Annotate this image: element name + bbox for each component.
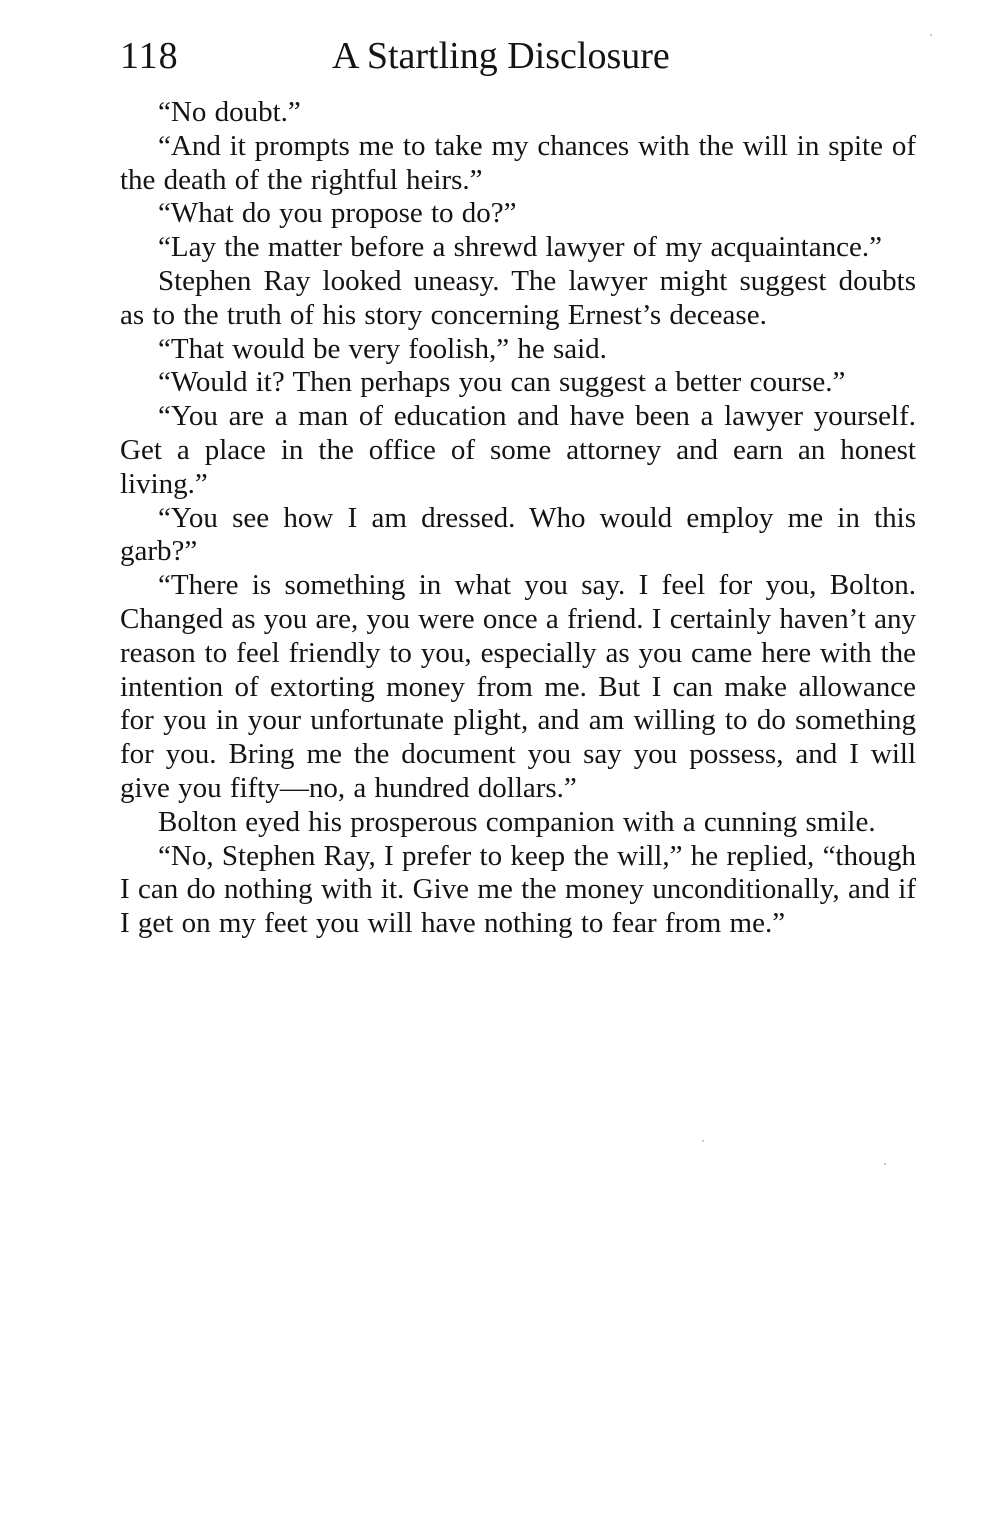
chapter-title: A Startling Disclosure bbox=[332, 35, 670, 77]
paragraph: “You are a man of education and have been a lawyer yourself. Get a place in the office of some attorney and earn an honest living.” bbox=[120, 400, 916, 500]
scan-speck bbox=[702, 1140, 704, 1142]
body-text bbox=[120, 96, 916, 941]
running-head bbox=[120, 28, 920, 84]
paragraph: “And it prompts me to take my chances with the will in spite of the death of the rightful heirs.” bbox=[120, 129, 916, 196]
paragraph: “You see how I am dressed. Who would employ me in this garb?” bbox=[120, 501, 916, 568]
paragraph: “There is something in what you say. I feel for you, Bolton. Changed as you are, you were once a friend. I certainly haven’t any reason to feel friendly to you, especially as you came here with the intention of extorting money from me. But I can make allowance for you in your unfortunate plight, and am willing to do something for you. Bring me the document you say you possess, and I will give you fifty—no, a hundred dollars.” bbox=[120, 569, 916, 804]
paragraph: “No doubt.” bbox=[158, 96, 301, 128]
paragraph: “That would be very foolish,” he said. bbox=[158, 332, 607, 365]
paragraph: “What do you propose to do?” bbox=[158, 197, 517, 230]
paragraph: Bolton eyed his prosperous companion with a cunning smile. bbox=[158, 805, 876, 838]
scan-speck bbox=[884, 1163, 886, 1165]
paragraph: “No, Stephen Ray, I prefer to keep the will,” he replied, “though I can do nothing with it. Give me the money unconditionally, and if I get on my feet you will have nothing to fear from me.” bbox=[120, 839, 916, 940]
page-number: 118 bbox=[120, 35, 179, 77]
paragraph: Stephen Ray looked uneasy. The lawyer might suggest doubts as to the truth of his story concerning Ernest’s decease. bbox=[120, 264, 916, 331]
paragraph: “Would it? Then perhaps you can suggest a better course.” bbox=[158, 366, 846, 399]
paragraph: “Lay the matter before a shrewd lawyer of my acquaintance.” bbox=[158, 231, 882, 264]
scan-speck bbox=[930, 34, 932, 36]
